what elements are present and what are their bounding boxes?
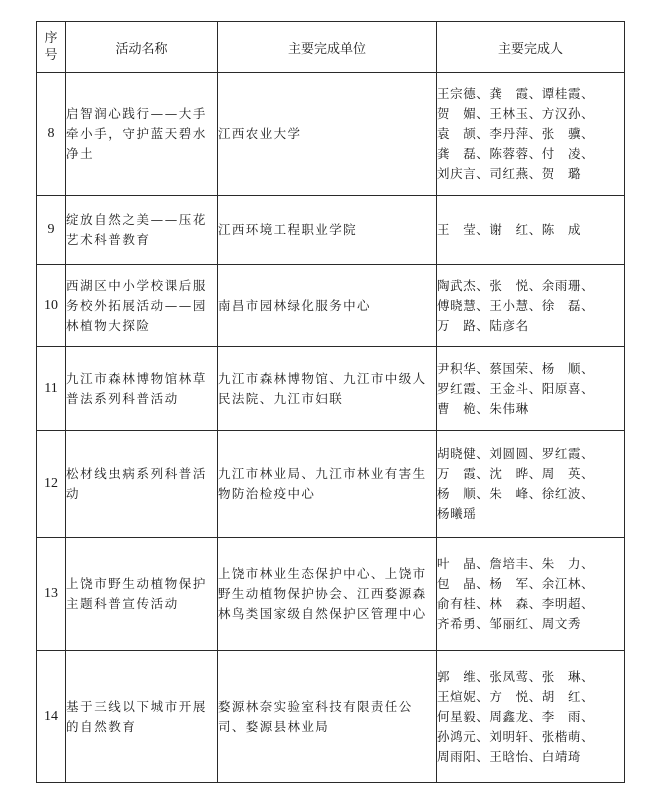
people-line: 王煊妮、方 悦、胡 红、 [437, 688, 595, 704]
header-seq [37, 22, 66, 73]
row-number: 10 [37, 265, 66, 347]
people-line: 龚 磊、陈蓉蓉、付 凌、 [437, 146, 595, 161]
completion-unit: 南昌市园林绿化服务中心 [218, 265, 437, 347]
header-row [37, 22, 625, 73]
activity-name: 西湖区中小学校课后服务校外拓展活动——园林植物大探险 [66, 265, 218, 347]
people-line: 叶 晶、詹培丰、朱 力、 [437, 556, 595, 571]
people-line: 孙鸿元、刘明轩、张楷萌、 [437, 728, 595, 744]
completion-people [437, 347, 625, 431]
header-people: 主要完成人 [437, 22, 625, 73]
people-line: 刘庆言、司红燕、贺 璐 [437, 166, 582, 181]
table-row [37, 73, 625, 196]
table-row [37, 651, 625, 783]
people-line: 杨曦瑶 [437, 506, 477, 521]
activity-name: 绽放自然之美——压花艺术科普教育 [66, 196, 218, 265]
row-number: 12 [37, 431, 66, 538]
people-line: 俞有桂、林 森、李明超、 [437, 596, 595, 611]
people-line: 曹 桅、朱伟琳 [437, 400, 529, 416]
completion-people [437, 196, 625, 265]
people-line: 傅晓慧、王小慧、徐 磊、 [437, 297, 595, 313]
people-line: 周雨阳、王晗怡、白靖琦 [437, 748, 582, 764]
table-row [37, 347, 625, 431]
completion-unit: 九江市森林博物馆、九江市中级人民法院、九江市妇联 [218, 347, 437, 431]
activity-name: 启智润心践行——大手牵小手，守护蓝天碧水净土 [66, 73, 218, 196]
row-number: 13 [37, 538, 66, 651]
row-number: 14 [37, 651, 66, 783]
people-line: 陶武杰、张 悦、余雨珊、 [437, 277, 595, 293]
completion-unit: 婺源林奈实验室科技有限责任公司、婺源县林业局 [218, 651, 437, 783]
completion-people [437, 73, 625, 196]
people-line: 何星毅、周鑫龙、李 雨、 [437, 708, 595, 724]
people-line: 郭 维、张凤莺、张 琳、 [437, 668, 595, 684]
completion-people [437, 651, 625, 783]
table-row [37, 431, 625, 538]
table-row [37, 196, 625, 265]
header-activity: 活动名称 [66, 22, 218, 73]
people-line: 尹积华、蔡国荣、杨 顺、 [437, 360, 595, 376]
header-seq-line1: 序 [44, 31, 58, 46]
activity-name: 基于三线以下城市开展的自然教育 [66, 651, 218, 783]
completion-people [437, 265, 625, 347]
activity-name: 松材线虫病系列科普活动 [66, 431, 218, 538]
completion-unit: 上饶市林业生态保护中心、上饶市野生动植物保护协会、江西婺源森林鸟类国家级自然保护区管理中心 [218, 538, 437, 651]
people-line: 袁 颉、李丹萍、张 骥、 [437, 126, 595, 141]
people-line: 万 霞、沈 晔、周 英、 [437, 466, 595, 481]
activity-name: 上饶市野生动植物保护主题科普宣传活动 [66, 538, 218, 651]
completion-unit: 江西农业大学 [218, 73, 437, 196]
completion-unit: 江西环境工程职业学院 [218, 196, 437, 265]
people-line: 包 晶、杨 军、余江林、 [437, 576, 595, 591]
people-line: 杨 顺、朱 峰、徐红波、 [437, 486, 595, 501]
header-seq-line2: 号 [44, 48, 58, 63]
people-line: 王 莹、谢 红、陈 成 [437, 222, 582, 237]
completion-people [437, 538, 625, 651]
awards-table [36, 21, 625, 783]
completion-unit: 九江市林业局、九江市林业有害生物防治检疫中心 [218, 431, 437, 538]
header-unit: 主要完成单位 [218, 22, 437, 73]
row-number: 8 [37, 73, 66, 196]
table-row [37, 538, 625, 651]
row-number: 9 [37, 196, 66, 265]
people-line: 贺 媚、王林玉、方汉孙、 [437, 106, 595, 121]
people-line: 胡晓健、刘圆圆、罗红霞、 [437, 446, 595, 461]
people-line: 齐希勇、邹丽红、周文秀 [437, 616, 582, 631]
people-line: 罗红霞、王金斗、阳原喜、 [437, 380, 595, 396]
table-row [37, 265, 625, 347]
completion-people [437, 431, 625, 538]
activity-name: 九江市森林博物馆林草普法系列科普活动 [66, 347, 218, 431]
people-line: 王宗德、龚 霞、谭桂霞、 [437, 86, 595, 101]
row-number: 11 [37, 347, 66, 431]
people-line: 万 路、陆彦名 [437, 317, 529, 333]
